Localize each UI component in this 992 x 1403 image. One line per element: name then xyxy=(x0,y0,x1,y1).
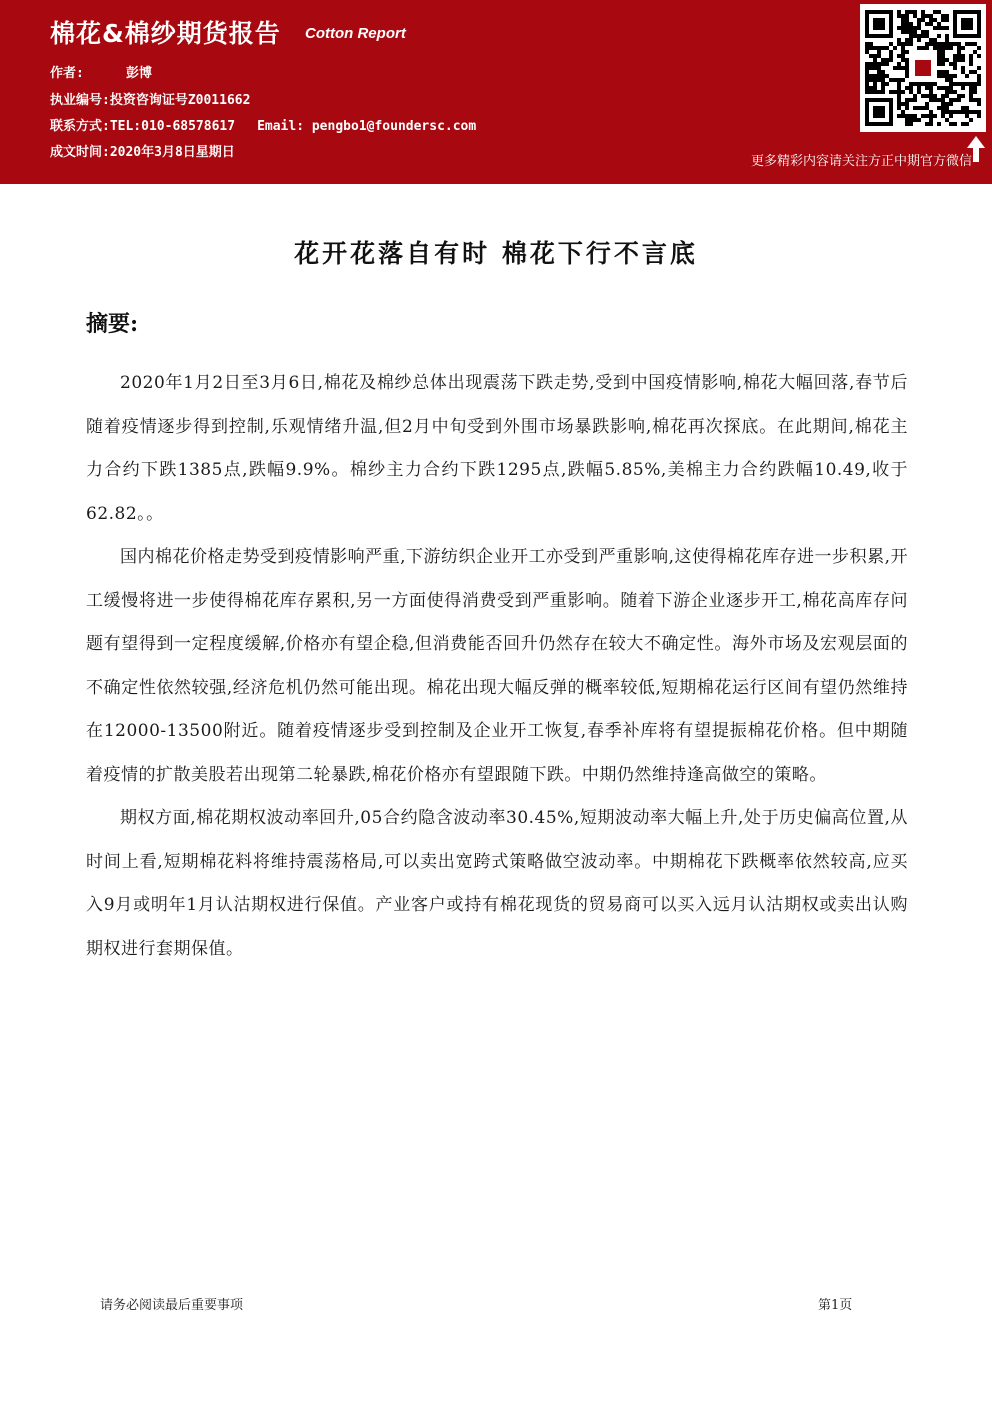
page-number: 第1页 xyxy=(818,1298,853,1313)
qr-code-icon xyxy=(860,4,986,132)
summary-paragraph: 期权方面,棉花期权波动率回升,05合约隐含波动率30.45%,短期波动率大幅上升,处于历史偏高位置,从时间上看,短期棉花料将维持震荡格局,可以卖出宽跨式策略做空波动率。中期棉花下跌概率依然较高,应买入9月或明年1月认沽期权进行保值。产业客户或持有棉花现货的贸易商可以买入远月认沽期权或卖出认购期权进行套期保值。 xyxy=(86,808,908,959)
report-subtitle: Cotton Report xyxy=(305,25,406,42)
summary-paragraph: 国内棉花价格走势受到疫情影响严重,下游纺织企业开工亦受到严重影响,这使得棉花库存进一步积累,开工缓慢将进一步使得棉花库存累积,另一方面使得消费受到严重影响。随着下游企业逐步开工,棉花高库存问题有望得到一定程度缓解,价格亦有望企稳,但消费能否回升仍然存在较大不确定性。海外市场及宏观层面的不确定性依然较强,经济危机仍然可能出现。棉花出现大幅反弹的概率较低,短期棉花运行区间有望仍然维持在12000-13500附近。随着疫情逐步受到控制及企业开工恢复,春季补库将有望提振棉花价格。但中期随着疫情的扩散美股若出现第二轮暴跌,棉花价格亦有望跟随下跌。中期仍然维持逢高做空的策略。 xyxy=(86,547,908,785)
report-header-banner xyxy=(0,0,992,184)
author-row xyxy=(50,62,152,84)
contact-email[interactable]: Email: pengbo1@foundersc.com xyxy=(257,119,477,134)
author-label: 作者: xyxy=(50,66,84,81)
document-title: 花开花落自有时 棉花下行不言底 xyxy=(294,239,698,268)
wechat-caption: 更多精彩内容请关注方正中期官方微信 xyxy=(750,154,972,169)
author-value: 彭博 xyxy=(126,66,153,81)
summary-paragraph: 2020年1月2日至3月6日,棉花及棉纱总体出现震荡下跌走势,受到中国疫情影响,棉花大幅回落,春节后随着疫情逐步得到控制,乐观情绪升温,但2月中旬受到外围市场暴跌影响,棉花再次探底。在此期间,棉花主力合约下跌1385点,跌幅9.9%。棉纱主力合约下跌1295点,跌幅5.85%,美棉主力合约跌幅10.49,收于62.82。。 xyxy=(86,373,908,524)
contact-tel: TEL:010-68578617 xyxy=(109,119,236,134)
date-value: 2020年3月8日星期日 xyxy=(109,145,235,160)
contact-label: 联系方式: xyxy=(50,119,110,134)
contact-row xyxy=(50,115,476,137)
summary-heading: 摘要: xyxy=(86,311,139,337)
report-title: 棉花&棉纱期货报告 xyxy=(50,19,281,48)
footer-disclaimer: 请务必阅读最后重要事项 xyxy=(100,1298,244,1313)
date-row xyxy=(50,141,235,163)
arrow-up-icon xyxy=(966,134,986,164)
license-row xyxy=(50,89,250,111)
license-value: 投资咨询证号Z0011662 xyxy=(109,93,251,108)
license-label: 执业编号: xyxy=(50,93,110,108)
date-label: 成文时间: xyxy=(50,145,110,160)
summary-body xyxy=(86,362,908,971)
